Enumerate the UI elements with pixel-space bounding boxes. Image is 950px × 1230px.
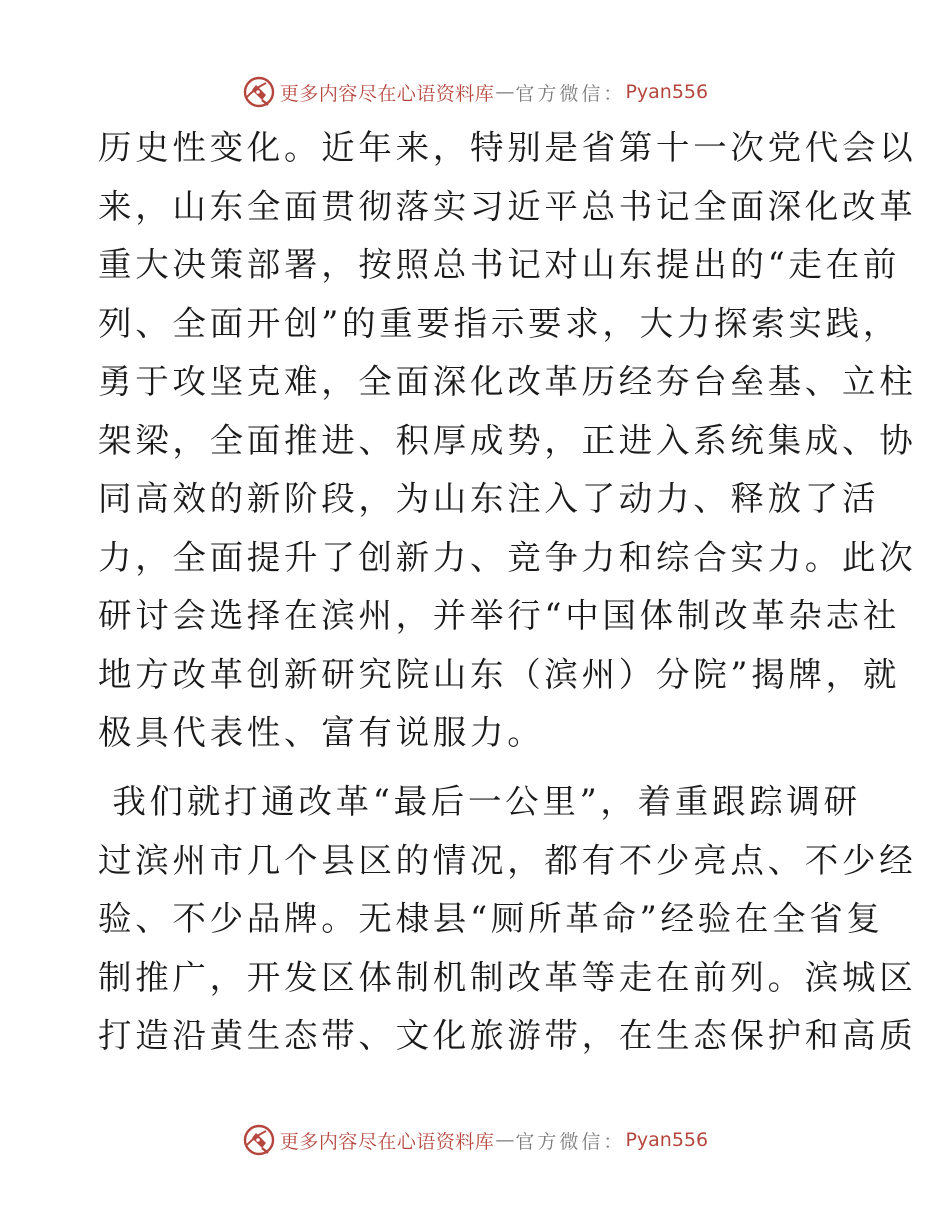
pen-nib-logo-icon: [242, 75, 276, 109]
text-line: 架梁，全面推进、积厚成势，正进入系统集成、协: [98, 420, 917, 460]
text-line: 力，全面提升了创新力、竞争力和综合实力。此次: [98, 537, 917, 577]
header-separator: —: [495, 81, 515, 103]
text-line: 列、全面开创”的重要指示要求，大力探索实践，: [98, 303, 901, 343]
footer-site-text: 更多内容尽在心语资料库: [279, 1130, 495, 1153]
pen-nib-logo-icon: [242, 1123, 276, 1157]
text-line: 极具代表性、富有说服力。: [98, 713, 545, 752]
footer-separator: —: [495, 1129, 515, 1151]
footer-banner: [0, 1120, 950, 1160]
text-line: 勇于攻坚克难，全面深化改革历经夯台垒基、立柱: [98, 362, 917, 401]
text-line: 研讨会选择在滨州，并举行“中国体制改革杂志社: [98, 596, 901, 635]
text-line: 来，山东全面贯彻落实习近平总书记全面深化改革: [98, 186, 917, 226]
header-wechat-id: Pyan556: [625, 81, 709, 103]
text-line: 验、不少品牌。无棣县“厕所革命”经验在全省复: [98, 899, 884, 938]
text-line: 打造沿黄生态带、文化旅游带，在生态保护和高质: [98, 1016, 917, 1055]
text-line: 历史性变化。近年来，特别是省第十一次党代会以: [98, 128, 917, 167]
footer-wechat-id: Pyan556: [625, 1129, 709, 1151]
text-line: 地方改革创新研究院山东（滨州）分院”揭牌，就: [98, 654, 901, 694]
text-line: 同高效的新阶段，为山东注入了动力、释放了活: [98, 479, 880, 518]
text-line: 我们就打通改革“最后一公里”，着重跟踪调研: [98, 782, 861, 821]
text-line: 重大决策部署，按照总书记对山东提出的“走在前: [98, 245, 901, 284]
text-line: 制推广，开发区体制机制改革等走在前列。滨城区: [98, 957, 917, 997]
header-banner: [0, 72, 950, 112]
text-line: 过滨州市几个县区的情况，都有不少亮点、不少经: [98, 840, 917, 880]
header-wechat-label: 官方微信：: [515, 82, 626, 105]
paragraph-1: [98, 119, 917, 763]
footer-wechat-label: 官方微信：: [515, 1130, 626, 1153]
header-site-text: 更多内容尽在心语资料库: [279, 82, 495, 105]
paragraph-2: [98, 773, 917, 1066]
